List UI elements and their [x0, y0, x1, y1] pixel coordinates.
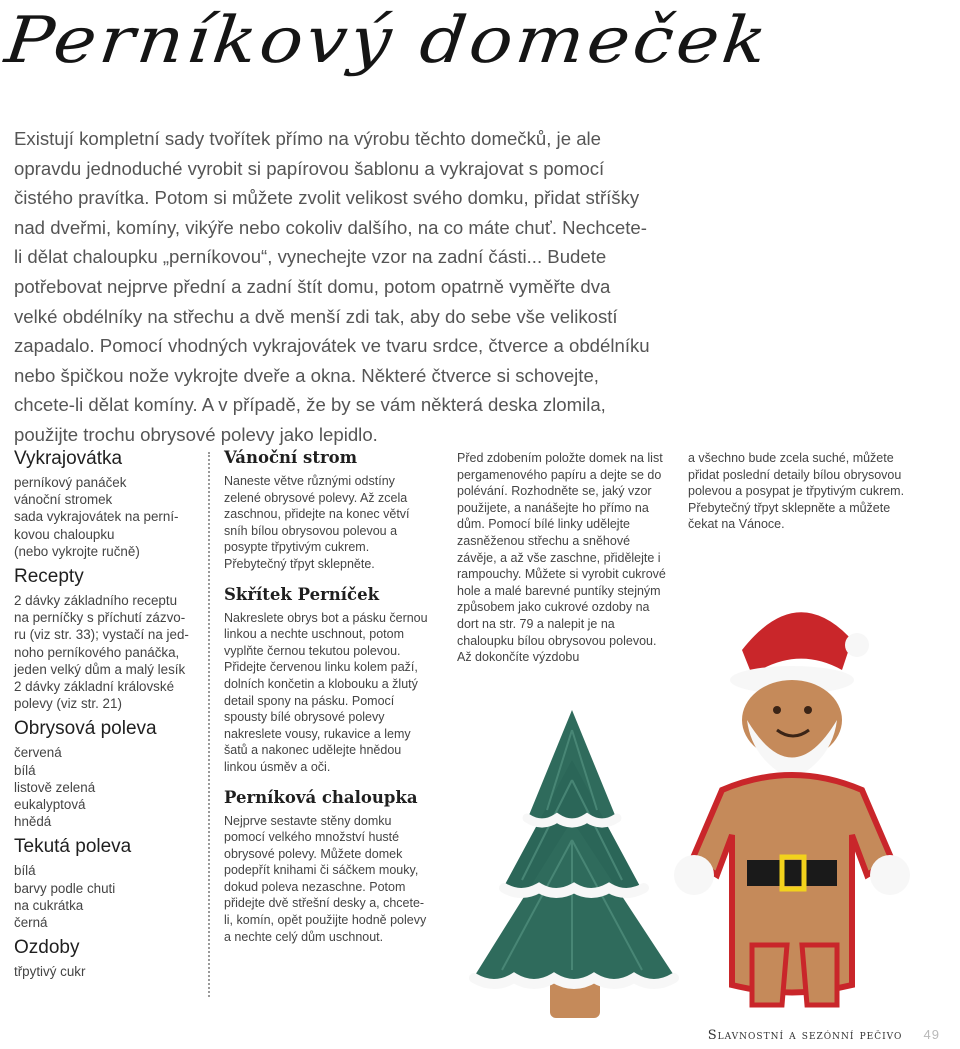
- list-item: sada vykrajovátek na perní-: [14, 509, 179, 525]
- page-title: Perníkový domeček: [1, 4, 774, 78]
- list-item: polevy (viz str. 21): [14, 696, 122, 712]
- title-block: [1, 2, 774, 102]
- house-text: Nejprve sestavte stěny domku pomocí velkého množství husté obrysové polevy. Můžete domek podepřít knihami či sáčkem mouky, dokud poleva nezaschne. Potom přidejte dvě střešní desky a, chcete-li, komín, opět použijte hodně polevy a nechte celý dům uschnout.: [224, 813, 427, 944]
- list-recipes: [14, 592, 204, 712]
- instructions-column: [224, 448, 432, 957]
- heading-liquid-icing: Tekutá poleva: [14, 836, 132, 858]
- list-item: hnědá: [14, 814, 52, 830]
- list-liquid-icing: [14, 862, 204, 931]
- heading-decorations: Ozdoby: [14, 937, 80, 959]
- cookies-photo: [432, 560, 960, 1020]
- list-item: bílá: [14, 863, 36, 879]
- heading-cutters: Vykrajovátka: [14, 448, 123, 469]
- section-name: Slavnostní a sezónní pečivo: [707, 1028, 903, 1043]
- list-item: (nebo vykrojte ručně): [14, 543, 140, 559]
- list-item: perníkový panáček: [14, 475, 127, 490]
- page-number: 49: [923, 1027, 940, 1042]
- list-item: na cukrátka: [14, 897, 84, 913]
- list-item: 2 dávky základní královské: [14, 679, 175, 695]
- page-footer: [708, 1027, 940, 1043]
- heading-recipes: Recepty: [14, 566, 84, 588]
- tree-cookie-illustration: [472, 710, 677, 1018]
- list-item: bílá: [14, 762, 36, 778]
- list-item: ru (viz str. 33); vystačí na jed-: [14, 627, 189, 643]
- list-item: jeden velký dům a malý lesík: [14, 661, 186, 677]
- list-outline-icing: [14, 744, 204, 830]
- elf-text: Nakreslete obrys bot a pásku černou linkou a nechte uschnout, potom vyplňte černou tekutou polevou. Přidejte červenou linku kolem paží, dolních končetin a klobouku a žlutý detail spony na pásku. Pomocí spousty bílé obrysové polevy nakreslete vousy, rukavice a lemy šatů a nakonec udělejte hnědou linkou úsměv a oči.: [224, 610, 428, 774]
- list-item: červená: [14, 745, 62, 761]
- house-decorating-text: Před zdobením položte domek na list pergamenového papíru a dejte se do polévání. Rozhodněte se, jaký vzor použijete, a nanášejte ho přímo na dům. Pomocí bílé linky udělejte zasněženou střechu a sněhové závěje, a až vše zaschne, přidělejte i rampouchy. Můžete si vyrobit cukrové hole a malé barevné puntíky stejným způsobem jako cukrové ozdoby na dort na str. 79 a nalepit je na chaloupku bílou obrysovou polevou. Až dokončíte výzdobu: [457, 451, 666, 665]
- santa-cookie-illustration: [674, 612, 910, 1005]
- heading-house: Perníková chaloupka: [224, 787, 418, 807]
- list-item: barvy podle chuti: [14, 880, 116, 896]
- heading-elf: Skřítek Perníček: [224, 584, 380, 604]
- list-item: 2 dávky základního receptu: [14, 593, 178, 609]
- list-item: noho perníkového panáčka,: [14, 644, 180, 660]
- heading-tree: Vánoční strom: [224, 448, 358, 467]
- list-item: třpytivý cukr: [14, 964, 86, 980]
- list-item: černá: [14, 915, 48, 931]
- finishing-text: a všechno bude zcela suché, můžete přidat poslední detaily bílou obrysovou polevou a posypat je třpytivým cukrem. Přebytečný třpyt sklepněte a můžete čekat na Vánoce.: [688, 451, 905, 532]
- ingredients-column: [14, 448, 204, 986]
- list-item: na perníčky s příchutí zázvo-: [14, 610, 186, 626]
- intro-text: Existují kompletní sady tvořítek přímo na výrobu těchto domečků, je ale opravdu jednoduché vyrobit si papírovou šablonu a vykrajovat s pomocí čistého pravítka. Potom si můžete zvolit velikost svého domku, přidat stříšky nad dveřmi, komíny, vikýře nebo cokoliv dalšího, na co máte chuť. Nechcete-li dělat chaloupku „perníkovou“, vynechejte vzor na zadní části... Budete potřebovat nejprve přední a zadní štít domu, potom opatrně vyměřte dva velké obdélníky na střechu a dvě menší zdi tak, aby do sebe vše velikostí zapadalo. Pomocí vhodných vykrajovátek ve tvaru srdce, čtverce a obdélníku nebo špičkou nože vykrojte dveře a okna. Některé čtverce si schovejte, chcete-li dělat komíny. A v případě, že by se vám některá deska zlomila, použijte trochu obrysové polevy jako lepidlo.: [14, 128, 650, 445]
- list-cutters: [14, 474, 204, 560]
- heading-outline-icing: Obrysová poleva: [14, 718, 157, 740]
- list-item: eukalyptová: [14, 797, 86, 813]
- list-item: listově zelená: [14, 779, 96, 795]
- tree-text: Naneste větve různými odstíny zelené obrysové polevy. Až zcela zaschnou, přidejte na konec větví sníh bílou obrysovou polevou a posypte třpytivým cukrem. Přebytečný třpyt sklepněte.: [224, 474, 410, 571]
- list-decorations: [14, 963, 204, 980]
- column-divider: [208, 452, 210, 997]
- list-item: kovou chaloupku: [14, 526, 115, 542]
- list-item: vánoční stromek: [14, 492, 113, 508]
